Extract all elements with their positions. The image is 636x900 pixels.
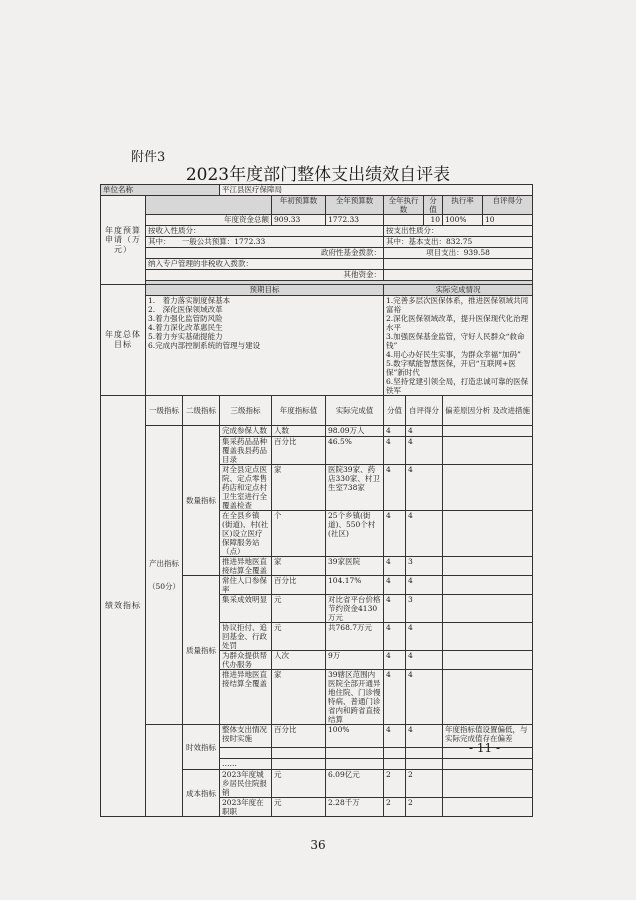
indicator-target: 百分比 <box>272 437 326 465</box>
indicator-score: 4 <box>384 623 406 651</box>
project-expense: 项目支出：939.58 <box>384 248 533 259</box>
indicator-note <box>443 770 533 798</box>
indicator-target: 家 <box>272 557 326 576</box>
actual-goal-5: 5.数字赋能智慧医保，开启“互联网+医保”新时代 <box>386 359 516 377</box>
col-score: 分值 <box>424 196 443 215</box>
col-rate: 执行率 <box>443 196 483 215</box>
perf-header-row <box>101 396 533 426</box>
indicator-self: 4 <box>406 437 443 465</box>
indicator-target <box>272 759 326 770</box>
actual-goals <box>384 296 533 396</box>
indicator-name: 在全县乡镇(街道)、村(社区)设立医疗保障服务站（点） <box>220 511 272 557</box>
indicator-note <box>443 670 533 725</box>
attachment-label: 附件3 <box>131 150 166 165</box>
indicator-note <box>443 623 533 651</box>
indicator-self: 2 <box>406 770 443 798</box>
indicator-target: 元 <box>272 595 326 623</box>
perf-h1: 一级指标 <box>146 396 183 426</box>
actual-goal-4: 4.用心办好民生实事，为群众幸福“加码” <box>386 350 521 359</box>
indicator-target: 百分比 <box>272 576 326 595</box>
expected-goal-4: 4.着力深化改革惠民生 <box>148 323 223 332</box>
indicator-target <box>272 748 326 759</box>
cost-indicator: 成本指标 <box>183 770 220 817</box>
indicator-score <box>384 759 406 770</box>
indicator-score: 4 <box>384 426 406 437</box>
expected-goal-1: 1. 着力落实制度保基本 <box>148 296 231 305</box>
perf-h7: 自评得分 <box>406 396 443 426</box>
col-full: 全年预算数 <box>326 196 384 215</box>
indicator-note <box>443 426 533 437</box>
goals-content-row <box>101 296 533 396</box>
general-budget: 其中： 一般公共预算：1772.33 <box>146 237 384 248</box>
indicator-note <box>443 576 533 595</box>
indicator-target: 元 <box>272 623 326 651</box>
total-score: 10 <box>424 215 443 226</box>
indicator-actual: 104.17% <box>326 576 384 595</box>
total-self: 10 <box>483 215 533 226</box>
unit-name: 平江县医疗保障局 <box>220 185 533 196</box>
indicator-score <box>384 748 406 759</box>
indicator-self <box>406 748 443 759</box>
indicator-name: 推进异地医直接结算全覆盖 <box>220 670 272 725</box>
actual-goal-2: 2.深化医保领域改革，提升医保现代化治理水平 <box>386 314 529 332</box>
indicator-actual: 2.28千万 <box>326 798 384 817</box>
indicator-actual: 医院39家、药店330家、村卫生室738家 <box>326 465 384 511</box>
expected-goal-3: 3.着力强化监管防风险 <box>148 314 223 323</box>
indicator-score: 4 <box>384 725 406 748</box>
perf-h6: 分值 <box>384 396 406 426</box>
indicator-actual <box>326 748 384 759</box>
indicator-actual: 共768.7万元 <box>326 623 384 651</box>
indicator-self: 4 <box>406 651 443 670</box>
indicator-target: 元 <box>272 798 326 817</box>
output-score: （50分） <box>148 582 181 591</box>
indicator-name: 协议拒付、追回基金、行政处罚 <box>220 623 272 651</box>
indicator-target: 人数 <box>272 426 326 437</box>
indicator-actual: 9万 <box>326 651 384 670</box>
perf-h5: 实际完成值 <box>326 396 384 426</box>
indicator-actual <box>326 759 384 770</box>
special-income: 纳入专户管理的非税收入拨款： <box>146 259 384 270</box>
indicator-name: 为群众提供帮代办服务 <box>220 651 272 670</box>
indicator-self: 3 <box>406 595 443 623</box>
total-full: 1772.33 <box>326 215 384 226</box>
actual-goal-1: 1.完善多层次医保体系，推进医保领域共同富裕 <box>386 296 529 314</box>
indicator-self: 4 <box>406 670 443 725</box>
indicator-name: 集采成效明显 <box>220 595 272 623</box>
other-funds: 其他资金： <box>146 270 384 281</box>
indicator-target: 家 <box>272 670 326 725</box>
indicator-score: 4 <box>384 576 406 595</box>
indicator-note <box>443 465 533 511</box>
col-self: 自评得分 <box>483 196 533 215</box>
indicator-score: 4 <box>384 651 406 670</box>
table-row <box>101 426 533 437</box>
indicator-target: 人次 <box>272 651 326 670</box>
blank-level1 <box>146 725 183 817</box>
indicator-actual: 25个乡镇(街道)、550个村(社区) <box>326 511 384 557</box>
indicator-self: 4 <box>406 511 443 557</box>
actual-label: 实际完成情况 <box>384 285 533 296</box>
indicator-score: 4 <box>384 670 406 725</box>
output-indicator <box>146 426 183 725</box>
perf-h3: 三级指标 <box>220 396 272 426</box>
indicator-actual: 对比省平台价格节约资金4130万元 <box>326 595 384 623</box>
actual-goal-3: 3.加强医保基金监管，守好人民群众“救命钱” <box>386 332 525 350</box>
perf-h2: 二级指标 <box>183 396 220 426</box>
perf-h8: 偏差原因分析 及改进措施 <box>443 396 533 426</box>
goals-section-label: 年度总体目标 <box>101 285 146 396</box>
budget-total-row <box>101 215 533 226</box>
expected-goal-6: 6.完成内部控制系统的管理与建设 <box>148 341 261 350</box>
indicator-note <box>443 595 533 623</box>
indicator-score: 4 <box>384 511 406 557</box>
output-label: 产出指标 <box>149 559 179 568</box>
expected-goals <box>146 296 384 396</box>
indicator-note <box>443 651 533 670</box>
indicator-actual: 39家医院 <box>326 557 384 576</box>
indicator-target: 家 <box>272 465 326 511</box>
indicator-note <box>443 759 533 770</box>
indicator-name: 2023年度在职职 <box>220 798 272 817</box>
basic-expense: 其中：基本支出：832.75 <box>384 237 533 248</box>
col-exec: 全年执行数 <box>384 196 424 215</box>
indicator-name: 整体支出情况按时实施 <box>220 725 272 748</box>
indicator-actual: 98.09万人 <box>326 426 384 437</box>
indicator-name: 2023年度城乡居民住院报销 <box>220 770 272 798</box>
total-initial: 909.33 <box>272 215 326 226</box>
page-title: 2023年度部门整体支出绩效自评表 <box>185 165 451 185</box>
indicator-score: 2 <box>384 770 406 798</box>
quantity-indicator: 数量指标 <box>183 426 220 576</box>
indicator-actual: 46.5% <box>326 437 384 465</box>
indicator-score: 2 <box>384 798 406 817</box>
perf-h4: 年度指标值 <box>272 396 326 426</box>
expected-goal-5: 5.着力夯实基础提能力 <box>148 332 223 341</box>
indicator-self <box>406 759 443 770</box>
indicator-name <box>220 748 272 759</box>
indicator-name: 完成参保人数 <box>220 426 272 437</box>
evaluation-table <box>100 184 532 817</box>
indicator-self: 2 <box>406 798 443 817</box>
indicator-target: 百分比 <box>272 725 326 748</box>
indicator-target: 个 <box>272 511 326 557</box>
expected-goal-2: 2. 深化医保领域改革 <box>148 305 223 314</box>
income-nature-label: 按收入性质分： <box>146 226 384 237</box>
indicator-actual: 39辖区范围内医院全部开通异地住院、门诊慢特病、普通门诊省内和跨省直接结算 <box>326 670 384 725</box>
indicator-note: 年度指标值设置偏低，与实际完成值存在偏差 <box>443 725 533 748</box>
indicator-name: 常住人口参保率 <box>220 576 272 595</box>
timeliness-indicator: 时效指标 <box>183 725 220 770</box>
indicator-name: 推进异地医直接结算全覆盖 <box>220 557 272 576</box>
indicator-actual: 6.09亿元 <box>326 770 384 798</box>
page-number: - 11 - <box>469 741 501 755</box>
expected-label: 预期目标 <box>146 285 384 296</box>
unit-label: 单位名称 <box>101 185 220 196</box>
perf-section-label: 绩效指标 <box>101 396 146 817</box>
budget-section-label: 年度预算申请（万元） <box>101 196 146 285</box>
indicator-actual: 100% <box>326 725 384 748</box>
quality-indicator: 质量指标 <box>183 576 220 725</box>
indicator-self: 4 <box>406 426 443 437</box>
indicator-score: 4 <box>384 465 406 511</box>
table-row <box>101 725 533 748</box>
indicator-score: 4 <box>384 437 406 465</box>
indicator-target: 元 <box>272 770 326 798</box>
indicator-score: 4 <box>384 557 406 576</box>
indicator-self: 4 <box>406 465 443 511</box>
indicator-name: 对全县定点医院、定点零售药店和定点村卫生室进行全覆盖检查 <box>220 465 272 511</box>
indicator-self: 4 <box>406 623 443 651</box>
indicator-score: 4 <box>384 595 406 623</box>
indicator-note <box>443 798 533 817</box>
total-label: 年度资金总额 <box>146 215 272 226</box>
indicator-note <box>443 437 533 465</box>
indicator-name: …… <box>220 759 272 770</box>
actual-goal-6: 6.坚持党建引领全局，打造忠诚可靠的医保铁军 <box>386 377 529 395</box>
indicator-note <box>443 557 533 576</box>
indicator-self: 4 <box>406 725 443 748</box>
goals-header-row <box>101 285 533 296</box>
gov-fund: 政府性基金拨款： <box>146 248 384 259</box>
footer-number: 36 <box>310 838 326 852</box>
unit-row <box>101 185 533 196</box>
budget-header-row <box>101 196 533 215</box>
total-rate: 100% <box>443 215 483 226</box>
expense-nature-label: 按支出性质分： <box>384 226 533 237</box>
col-initial: 年初预算数 <box>272 196 326 215</box>
indicator-note <box>443 511 533 557</box>
indicator-self: 4 <box>406 576 443 595</box>
indicator-self: 3 <box>406 557 443 576</box>
indicator-name: 集采药品品种覆盖我县药品目录 <box>220 437 272 465</box>
